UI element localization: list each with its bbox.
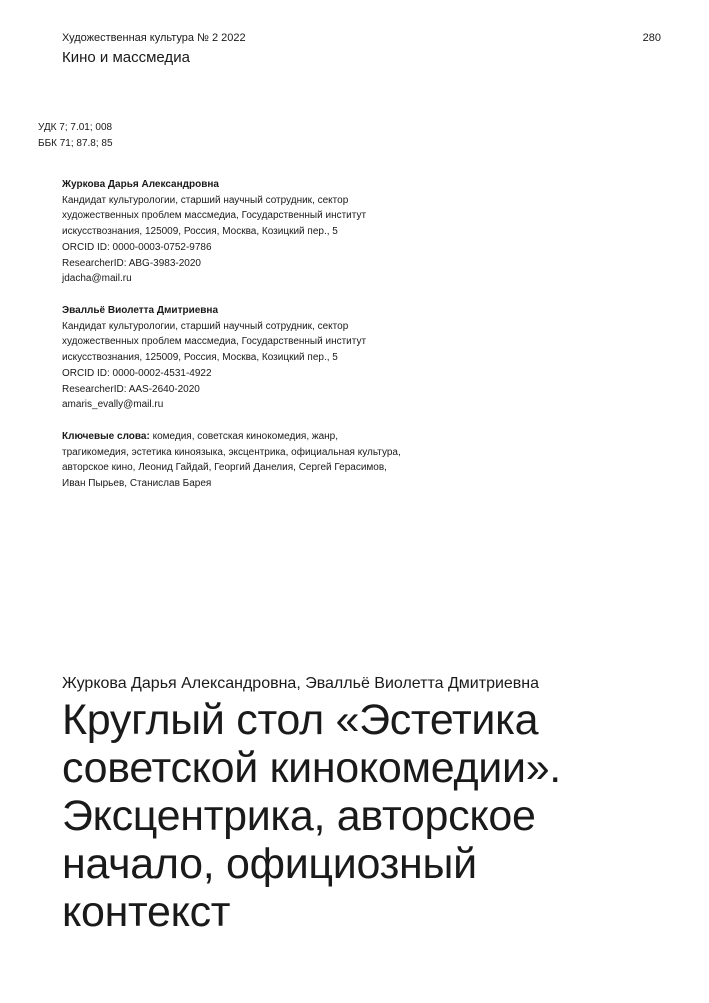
keywords-block xyxy=(62,429,482,492)
author-email: jdacha@mail.ru xyxy=(62,273,132,285)
article-authors: Журкова Дарья Александровна, Эвалльё Виолетта Дмитриевна xyxy=(62,675,540,692)
author-info-2 xyxy=(62,303,482,413)
keywords-line: авторское кино, Леонид Гайдай, Георгий Данелия, Сергей Герасимов, xyxy=(62,462,387,474)
title-line: советской кинокомедии». xyxy=(62,744,561,792)
keywords-line: трагикомедия, эстетика киноязыка, эксцентрика, официальная культура, xyxy=(62,446,401,458)
title-line: контекст xyxy=(62,888,231,936)
author-orcid: ORCID ID: 0000-0002-4531-4922 xyxy=(62,367,212,379)
article-title xyxy=(62,696,561,936)
author-affiliation-line: художественных проблем массмедиа, Государственный институт xyxy=(62,210,367,222)
author-affiliation-line: художественных проблем массмедиа, Государственный институт xyxy=(62,336,367,348)
author-orcid: ORCID ID: 0000-0003-0752-9786 xyxy=(62,241,212,253)
author-affiliation-line: искусствознания, 125009, Россия, Москва, Козицкий пер., 5 xyxy=(62,226,338,238)
classification-codes xyxy=(38,120,113,152)
section-title: Кино и массмедиа xyxy=(62,49,190,66)
author-email: amaris_evally@mail.ru xyxy=(62,399,164,411)
bbk-code: ББК 71; 87.8; 85 xyxy=(38,138,113,149)
author-name: Эвалльё Виолетта Дмитриевна xyxy=(62,305,219,316)
author-affiliation-line: Кандидат культурологии, старший научный сотрудник, сектор xyxy=(62,194,349,206)
journal-title: Художественная культура № 2 2022 xyxy=(62,32,246,44)
author-researcher-id: ResearcherID: AAS-2640-2020 xyxy=(62,383,200,395)
author-info-1 xyxy=(62,177,482,287)
keywords-text: комедия, советская кинокомедия, жанр, xyxy=(149,431,338,442)
author-affiliation-line: Кандидат культурологии, старший научный сотрудник, сектор xyxy=(62,320,349,332)
author-name: Журкова Дарья Александровна xyxy=(62,179,219,190)
title-line: Круглый стол «Эстетика xyxy=(62,696,539,744)
author-researcher-id: ResearcherID: ABG-3983-2020 xyxy=(62,257,201,269)
title-line: начало, официозный xyxy=(62,840,477,888)
keywords-line xyxy=(62,429,482,445)
keywords-line: Иван Пырьев, Станислав Барея xyxy=(62,478,212,490)
author-affiliation-line: искусствознания, 125009, Россия, Москва, Козицкий пер., 5 xyxy=(62,352,338,364)
page-number: 280 xyxy=(642,32,661,44)
title-line: Эксцентрика, авторское xyxy=(62,792,536,840)
keywords-label: Ключевые слова: xyxy=(62,431,150,442)
udk-code: УДК 7; 7.01; 008 xyxy=(38,122,113,133)
